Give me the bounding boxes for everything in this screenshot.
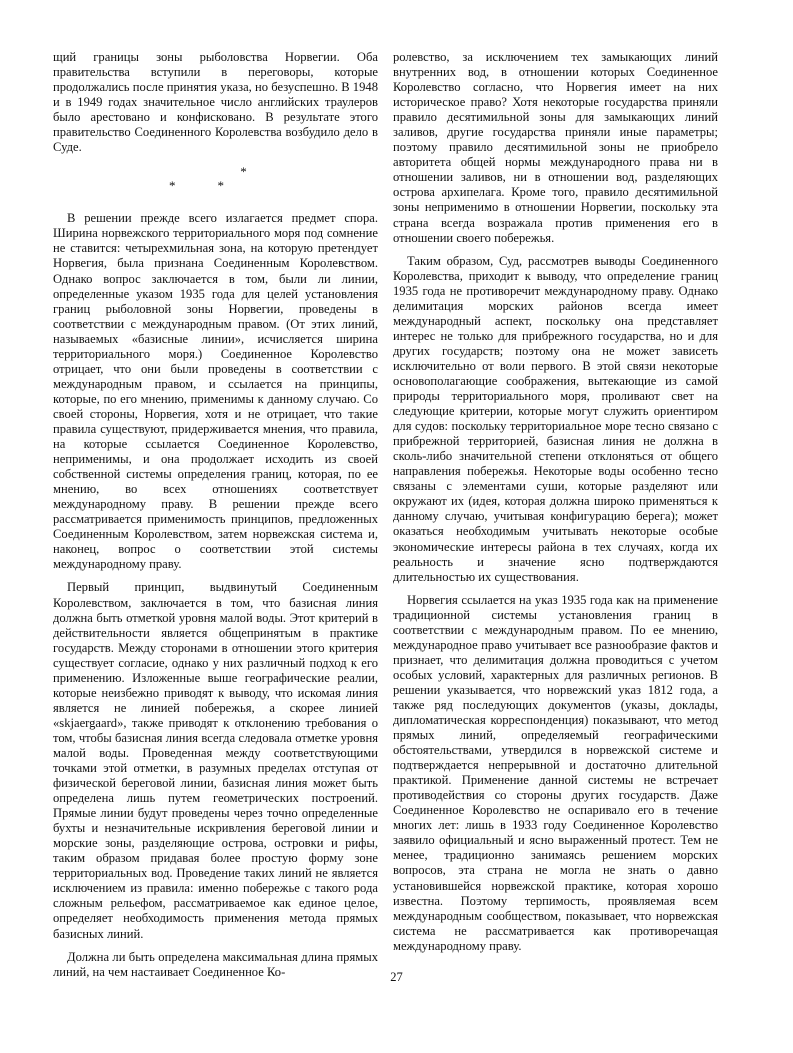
paragraph: Норвегия ссылается на указ 1935 года как на применение традиционной системы установления границ в соответствии с международным правом. По ее мнению, международное право учитывает все разнообразие фактов и признает, что делимитация должна проводиться с учетом особых условий, характерных для различных регионов. В решении указывается, что норвежский указ 1812 года, а также ряд последующих документов (указы, доклады, дипломатическая корреспонденция) показывают, что метод прямых линий, определяемый географическими обстоятельствами, утвердился в норвежской системе и подтверждается непрерывной и достаточно длительной практикой. Применение данной системы не встречает противодействия со стороны других государств. Даже Соединенное Королевство не оспаривало его в течение многих лет: лишь в 1933 году Соединенное Королевство заявило официальный и ясно выраженный протест. Тем не менее, традиционно занимаясь решением морских вопросов, эта страна не могла не знать о давно установившейся норвежской практике, которая хорошо известна. Поэтому терпимость, проявляемая всем международным сообществом, показывает, что норвежская система не рассматривается как противоречащая международному праву. [393, 592, 718, 953]
paragraph: В решении прежде всего излагается предмет спора. Ширина норвежского территориального моря под сомнение не ставится: четырехмильная зона, на которую претендует Норвегия, была признана Соединенным Королевством. Однако вопрос заключается в том, были ли линии, определенные указом 1935 года для целей установления границ рыболовной зоны Норвегии, проведены в соответствии с международным правом. (От этих линий, называемых «базисные линии», исчисляется ширина территориального моря.) Соединенное Королевство отрицает, что они были проведены в соответствии с международным правом, и ссылается на принципы, которые, по его мнению, применимы к данному случаю. Со своей стороны, Норвегия, хотя и не отрицает, что такие правила существуют, придерживается мнения, что правила, на которые ссылается Соединенное Королевство, неприменимы, и она продолжает исходить из своей собственной системы определения границ, которая, по ее мнению, во всех отношениях соответствует международному праву. В решении прежде всего рассматривается применимость принципов, предложенных Соединенным Королевством, затем норвежская система и, наконец, вопрос о соответствии этой системы международному праву. [53, 211, 378, 572]
right-column [393, 50, 718, 962]
paragraph: Таким образом, Суд, рассмотрев выводы Соединенного Королевства, приходит к выводу, что определение границ 1935 года не противоречит международному праву. Однако делимитация морских районов всегда имеет международный аспект, поскольку она представляет интерес не только для прибрежного государства, но и для других государств; поэтому она не может зависеть исключительно от воли первого. В этой связи некоторые основополагающие соображения, вытекающие из самой природы территориального моря, проливают свет на следующие критерии, которые могут служить ориентиром для судов: поскольку территориальное море тесно связано с прибрежной территорией, базисная линия не должна в сколь-либо значительной степени отклоняться от общего направления побережья. Некоторые воды особенно тесно связаны с элементами суши, которые разделяют или окружают их (идея, которая должна широко применяться к данному случаю, учитывая конфигурацию берега); может оказаться необходимым учитывать некоторые особые экономические интересы района в тех случаях, когда их реальность и значение ясно подтверждаются длительностью их существования. [393, 253, 718, 584]
paragraph: щий границы зоны рыболовства Норвегии. Оба правительства вступили в переговоры, которые продолжались после принятия указа, но безуспешно. В 1948 и в 1949 годах значительное число английских траулеров было арестовано и конфисковано. В результате этого правительство Соединенного Королевства возбудило дело в Суде. [53, 50, 378, 155]
paragraph: Первый принцип, выдвинутый Соединенным Королевством, заключается в том, что базисная линия должна быть отметкой уровня малой воды. Этот критерий в действительности является общепринятым в практике государств. Между сторонами в отношении этого критерия существует согласие, однако у них различный подход к его применению. Изложенные выше географические реалии, которые неизбежно приводят к выводу, что искомая линия является не линией побережья, а скорее линией «skjaergaard», также приводят к отклонению требования о том, чтобы базисная линия всегда следовала отметке уровня малой воды. Проведенная между соответствующими точками этой отметки, в разумных пределах отступая от физической береговой линии, базисная линия может быть определена лишь путем геометрических построений. Прямые линии будут проведены через точно определенные бухты и незначительные искривления береговой линии и морские зоны, разделяющие острова, островки и рифы, таким образом придавая более простую форму зоне территориальных вод. Проведение таких линий не является исключением из правила: именно побережье с такого рода сложным рельефом, рассматриваемое как единое целое, определяет необходимость применения метода прямых базисных линий. [53, 580, 378, 941]
asterisk-top: * [240, 164, 247, 180]
left-column [53, 50, 378, 988]
paragraph: Должна ли быть определена максимальная длина прямых линий, на чем настаивает Соединенное Ко- [53, 949, 378, 979]
section-separator [53, 165, 378, 193]
page-number: 27 [390, 970, 403, 984]
asterisk-bottom: ** [169, 178, 266, 194]
paragraph: ролевство, за исключением тех замыкающих линий внутренних вод, в отношении которых Соединенное Королевство согласно, что Норвегия имеет на них историческое право? Хотя некоторые государства приняли правило десятимильной зоны для замыкающих линий заливов, другие государства приняли иные параметры; поэтому правило десятимильной зоны не приобрело авторитета общей нормы международного права ни в отношении заливов, ни в отношении вод, разделяющих острова архипелага. Кроме того, правило десятимильной зоны неприменимо в отношении Норвегии, поскольку эта страна всегда возражала против применения его в отношении своего побережья. [393, 50, 718, 245]
